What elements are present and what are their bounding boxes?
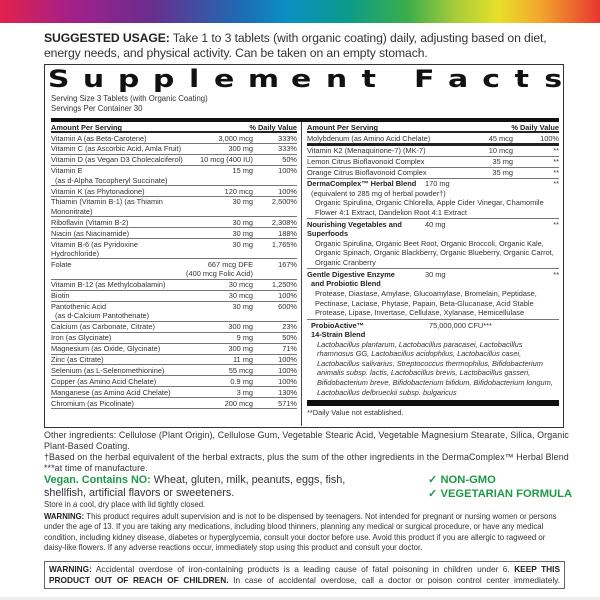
nutrient-row <box>51 398 297 409</box>
nutrient-row <box>51 291 297 302</box>
nutrient-row <box>51 197 297 217</box>
amount-text: 200 mcg <box>224 398 253 408</box>
nutrient-name <box>51 388 183 397</box>
nutrient-row <box>51 166 297 186</box>
nutrient-name-text: Riboflavin (Vitamin B-2) <box>51 217 129 227</box>
nutrient-amount <box>183 240 253 259</box>
nutrient-dv: 2,500% <box>271 197 297 207</box>
nutrient-name <box>51 302 183 321</box>
title-letter: t <box>514 65 530 93</box>
amount-text: 0.9 mg <box>230 376 253 386</box>
nutrient-name <box>51 197 183 216</box>
nutrient-source: (as d-Alpha Tocopheryl Succinate) <box>55 175 168 185</box>
amount-text: 30 mcg <box>228 280 253 290</box>
nutrient-row <box>307 133 559 146</box>
nutrient-name-text: Manganese (as Amino Acid Chelate) <box>51 387 171 397</box>
badge-non-gmo: ✓ NON-GMO <box>428 474 496 486</box>
nutrient-name-text: Thiamin (Vitamin B-1) (as Thiamin Mononitrate) <box>51 197 163 216</box>
nutrient-name <box>51 240 183 259</box>
nutrient-dv: 167% <box>278 259 297 269</box>
nutrient-name <box>51 280 183 289</box>
vegetables-blend <box>307 219 559 269</box>
nutrient-dv: 130% <box>278 387 297 397</box>
nutrient-dv: 1,250% <box>271 280 297 290</box>
badge-vegetarian: ✓ VEGETARIAN FORMULA <box>428 487 573 500</box>
nutrient-amount: 35 mg <box>492 157 513 167</box>
nutrient-dv: ** <box>553 157 559 167</box>
nutrient-row <box>51 376 297 387</box>
title-letter: u <box>83 65 105 93</box>
amount-text: 300 mg <box>228 344 253 354</box>
dagger-note: †Based on the herbal equivalent of the herbal extracts, plus the sum of the other ingredients in the DermaComplex™ Herbal Blend <box>44 452 569 462</box>
blend-dv: ** <box>553 219 559 229</box>
amount-header: Amount Per Serving <box>307 123 379 132</box>
title-letter <box>391 66 399 92</box>
probio-name: ProbioActive™ <box>311 320 364 330</box>
nutrient-amount <box>183 355 253 364</box>
nutrient-name: Molybdenum (as Amino Acid Chelate) <box>307 133 431 143</box>
nutrient-row <box>51 239 297 259</box>
servings-per-container: Servings Per Container 30 <box>51 104 143 113</box>
nutrient-column-left <box>51 122 297 409</box>
serving-info <box>51 94 208 114</box>
nutrient-row <box>51 344 297 355</box>
column-header <box>307 122 559 133</box>
nutrient-name: Lemon Citrus Bioflavonoid Complex <box>307 157 425 167</box>
nutrient-row <box>307 146 559 157</box>
nutrient-amount <box>183 388 253 397</box>
storage-instructions: Store in a cool, dry place with lid tightly closed. <box>44 500 206 509</box>
nutrient-dv: 100% <box>278 376 297 386</box>
warning-label: WARNING: <box>49 564 92 574</box>
amount-text: 3,000 mcg <box>218 133 253 143</box>
warning-text: This product requires adult supervision and is not to be dispensed by teenagers. Not intended for pregnant or nursing women or persons under the age of 13. If you are taking any medications, including blood thinners, planning any medical or surgical procedure, or have any medical condition, including kidney disease, diabetes or hyperglycemia, consult your doctor before use. Avoid this product if you are allergic to ragweed or daisy-like flowers. If any adverse reactions occur, immediately stop using this product and consult your doctor. <box>44 512 557 552</box>
nutrient-row <box>51 259 297 279</box>
nutrient-dv: 333% <box>278 133 297 143</box>
blend-amount: 30 mg <box>425 269 446 279</box>
nutrient-name <box>51 355 183 364</box>
nutrient-dv: 100% <box>278 166 297 176</box>
amount-text: 30 mg <box>232 239 253 249</box>
nutrient-dv: 50% <box>282 333 297 343</box>
nutrient-amount: 45 mcg <box>488 133 513 143</box>
amount-text: 300 mg <box>228 322 253 332</box>
nutrient-amount <box>183 197 253 216</box>
nutrient-amount <box>183 291 253 300</box>
nutrient-name <box>51 229 183 238</box>
nutrient-row <box>307 157 559 168</box>
nutrient-amount <box>183 399 253 408</box>
general-warning <box>44 512 564 553</box>
nutrient-amount <box>183 229 253 238</box>
nutrient-row <box>51 228 297 239</box>
nutrient-name <box>51 399 183 408</box>
nutrient-amount <box>183 366 253 375</box>
nutrient-row <box>51 322 297 333</box>
nutrient-dv: 600% <box>278 302 297 311</box>
nutrient-dv: 71% <box>282 344 297 354</box>
nutrient-row <box>51 365 297 376</box>
nutrient-name-text: Folate <box>51 259 72 269</box>
nutrient-dv: 100% <box>540 133 559 143</box>
nutrient-name-text: Calcium (as Carbonate, Citrate) <box>51 322 155 332</box>
title-letter: l <box>189 65 200 93</box>
nutrient-name <box>51 344 183 353</box>
probio-name-line2: 14-Strain Blend <box>311 330 366 340</box>
dv-header: % Daily Value <box>249 123 297 132</box>
nutrient-amount: 10 mcg <box>488 146 513 156</box>
amount-text: 30 mg <box>232 302 253 311</box>
nutrient-name-text: Copper (as Amino Acid Chelate) <box>51 376 157 386</box>
nutrient-amount <box>183 344 253 353</box>
blend-dv: ** <box>553 269 559 279</box>
column-header <box>51 122 297 133</box>
nutrient-amount <box>183 260 253 279</box>
title-letter: F <box>413 65 435 93</box>
title-letter: S <box>47 65 70 93</box>
nutrient-dv: 333% <box>278 144 297 154</box>
nutrient-row <box>51 155 297 166</box>
nutrient-name: Orange Citrus Bioflavonoid Complex <box>307 168 427 178</box>
blend-amount: 40 mg <box>425 219 446 229</box>
column-divider <box>301 122 302 426</box>
nutrient-name <box>51 144 183 153</box>
amount-text: 9 mg <box>236 333 253 343</box>
nutrient-row <box>51 355 297 366</box>
amount-text: 10 mcg (400 IU) <box>200 155 253 165</box>
nutrient-column-right <box>307 122 559 418</box>
nutrient-amount <box>183 155 253 164</box>
nutrient-amount: 35 mg <box>492 168 513 178</box>
nutrient-name-text: Vitamin E <box>51 166 83 176</box>
nutrient-name-text: Vitamin D (as Vegan D3 Cholecalciferol) <box>51 155 183 165</box>
title-letter: s <box>543 65 562 93</box>
nutrient-dv: 100% <box>278 365 297 375</box>
nutrient-name-text: Zinc (as Citrate) <box>51 355 104 365</box>
vegan-label: Vegan. Contains NO: <box>44 474 151 486</box>
enzyme-ingredients: Protease, Diastase, Amylase, Glucoamylase, Bromelain, Peptidase, Pectinase, Lactase, Phytase, Papain, Beta-Glucanase, Acid Stable Protease, Lipase, Invertase, Cellulase, Xylanase, Hemicellulase <box>315 288 537 318</box>
nutrient-amount <box>183 144 253 153</box>
usage-text: Take 1 to 3 tablets (with organic coating) daily, adjusting based on diet, energy needs, and physical activity. Can be taken on an empty stomach. <box>44 31 547 60</box>
nutrient-amount <box>183 280 253 289</box>
warning-label: WARNING: <box>44 512 85 521</box>
nutrient-name <box>51 260 183 279</box>
nutrient-amount <box>183 187 253 196</box>
other-ingredients <box>44 430 589 474</box>
badges <box>428 474 572 501</box>
title-letter: a <box>448 65 469 93</box>
suggested-usage <box>44 31 584 61</box>
nutrient-name: Vitamin K2 (Menaquinone-7) (MK-7) <box>307 146 426 156</box>
dermacomplex-blend <box>307 179 559 220</box>
nutrient-amount <box>183 166 253 185</box>
nutrient-dv: 100% <box>278 186 297 196</box>
nutrient-name <box>51 155 183 164</box>
blend-equivalent: (equivalent to 285 mg of herbal powder†) <box>311 188 446 198</box>
dv-header: % Daily Value <box>511 123 559 132</box>
blend-name: Nourishing Vegetables and Superfoods <box>307 219 402 239</box>
nutrient-name <box>51 366 183 375</box>
usage-label: SUGGESTED USAGE: <box>44 31 170 45</box>
nutrient-row <box>51 280 297 291</box>
nutrient-amount <box>183 377 253 386</box>
enzyme-probiotic-blend <box>307 269 559 398</box>
facts-title <box>47 65 562 93</box>
amount-text: 30 mg <box>232 197 253 207</box>
title-letter: n <box>325 65 347 93</box>
blend-dv: ** <box>553 179 559 189</box>
nutrient-name-text: Niacin (as Niacinamide) <box>51 228 130 238</box>
nutrient-name-text: Iron (as Glycinate) <box>51 333 112 343</box>
amount-text: 667 mcg DFE <box>207 259 253 269</box>
nutrient-name <box>51 218 183 227</box>
nutrient-name <box>51 377 183 386</box>
nutrient-amount <box>183 302 253 321</box>
nutrient-name-text: Selenium (as L-Selenomethionine) <box>51 365 165 375</box>
nutrient-row <box>51 302 297 322</box>
title-letter: p <box>117 65 140 93</box>
amount-header: Amount Per Serving <box>51 123 123 132</box>
probioactive-row <box>307 319 559 330</box>
amount-text: 55 mcg <box>228 365 253 375</box>
blend-name: Gentle Digestive Enzyme <box>307 269 395 279</box>
nutrient-amount <box>183 134 253 143</box>
nutrient-name-text: Biotin <box>51 291 70 301</box>
nutrient-name-text: Vitamin C (as Ascorbic Acid, Amla Fruit) <box>51 144 182 154</box>
blend-name: DermaComplex™ Herbal Blend <box>307 179 417 189</box>
blend-ingredients: Organic Spirulina, Organic Beet Root, Organic Broccoli, Organic Kale, Organic Spinach, Organic Blackberry, Organic Blueberry, Organic Carrot, Organic Cranberry <box>315 238 554 267</box>
title-letter: c <box>482 65 501 93</box>
manufacture-note: ***at time of manufacture. <box>44 463 148 473</box>
title-letter: e <box>214 65 235 93</box>
supplement-facts-panel <box>44 64 564 428</box>
amount-text: 15 mg <box>232 166 253 176</box>
nutrient-source: (as d-Calcium Pantothenate) <box>55 311 150 321</box>
warning-text: Accidental overdose of iron-containing products is a leading cause of fatal poisoning in children under 6. <box>91 564 515 574</box>
nutrient-row <box>51 217 297 228</box>
nutrient-name-text: Chromium (as Picolinate) <box>51 398 134 408</box>
nutrient-row <box>51 133 297 144</box>
nutrient-dv: 50% <box>282 155 297 165</box>
nutrient-name-text: Vitamin K (as Phytonadione) <box>51 186 145 196</box>
amount-text: 300 mg <box>228 144 253 154</box>
nutrient-row <box>51 144 297 155</box>
nutrient-dv: 2,308% <box>271 217 297 227</box>
nutrient-dv: 571% <box>278 398 297 408</box>
amount-text: 30 mg <box>232 228 253 238</box>
amount-text: 3 mg <box>236 387 253 397</box>
nutrient-dv: 100% <box>278 355 297 365</box>
nutrient-dv: 100% <box>278 291 297 301</box>
nutrient-name-text: Magnesium (as Oxide, Glycinate) <box>51 344 161 354</box>
amount-sub: (400 mcg Folic Acid) <box>186 269 253 279</box>
nutrient-amount <box>183 333 253 342</box>
nutrient-name <box>51 187 183 196</box>
nutrient-name-text: Vitamin B-12 (as Methylcobalamin) <box>51 280 166 290</box>
vegan-text: Wheat, gluten, milk, peanuts, eggs, fish, shellfish, artificial flavors or sweeteners. <box>44 474 346 499</box>
title-letter: t <box>361 65 376 93</box>
nutrient-row <box>51 186 297 197</box>
other-ingredients-text: Other ingredients: Cellulose (Plant Origin), Cellulose Gum, Vegetable Stearic Acid, Vegetable Magnesium Stearate, Silica, Organic Plant-Based Coating. <box>44 430 569 451</box>
rainbow-banner <box>0 0 600 23</box>
nutrient-dv: 1,765% <box>271 239 297 249</box>
nutrient-name <box>51 322 183 331</box>
nutrient-row <box>307 168 559 179</box>
blend-ingredients: Organic Spirulina, Organic Chlorella, Apple Cider Vinegar, Chamomile Flower 4:1 Extract, Dandelion Root 4:1 Extract <box>315 198 544 217</box>
nutrient-name <box>51 166 183 185</box>
nutrient-dv: ** <box>553 168 559 178</box>
title-letter: p <box>153 65 175 93</box>
amount-text: 30 mcg <box>228 291 253 301</box>
amount-text: 30 mg <box>232 217 253 227</box>
amount-text: 120 mcg <box>224 186 253 196</box>
nutrient-dv: 188% <box>278 228 297 238</box>
iron-warning-box <box>44 561 565 589</box>
blend-name-line2: and Probiotic Blend <box>311 279 381 289</box>
nutrient-row <box>51 387 297 398</box>
keep-out-of-reach: KEEP THIS PRODUCT OUT OF REACH OF CHILDREN. <box>49 564 560 585</box>
nutrient-amount <box>183 322 253 331</box>
nutrient-dv: 23% <box>282 322 297 332</box>
nutrient-name-text: Pantothenic Acid <box>51 302 107 311</box>
probio-amount: 75,000,000 CFU*** <box>429 320 492 330</box>
dv-footnote: **Daily Value not established. <box>307 408 404 418</box>
nutrient-amount <box>183 218 253 227</box>
nutrient-name-text: Vitamin A (as Beta-Carotene) <box>51 133 147 143</box>
title-letter: e <box>291 65 312 93</box>
nutrient-name-text: Vitamin B-6 (as Pyridoxine Hydrochloride) <box>51 239 138 258</box>
amount-text: 11 mg <box>233 355 253 365</box>
nutrient-row <box>51 333 297 344</box>
vegan-statement <box>44 474 374 500</box>
warning-text-2: In case of accidental overdose, call a doctor or poison control center immediately. <box>228 575 560 585</box>
nutrient-name <box>51 134 183 143</box>
serving-size: Serving Size 3 Tablets (with Organic Coating) <box>51 94 208 103</box>
title-letter: m <box>247 65 279 93</box>
blend-amount: 170 mg <box>425 179 450 189</box>
nutrient-name <box>51 333 183 342</box>
nutrient-name <box>51 291 183 300</box>
probio-strains: Lactobacillus plantarum, Lactobacillus paracasei, Lactobacillus rhamnosus GG, Lactobacillus acidophilus, Lactobacillus casei, Lactobacillus salivarius, Streptococcus thermophilus, Bifidobacterium animalis subsp. lactis, Lactobacillus brevis, Lactobacillus gasseri, Bifidobacterium breve, Bifidobacterium bifidum, Bifidobacterium longum, Lactobacillus delbrueckii subsp. bulgaricus <box>317 339 553 397</box>
nutrient-dv: ** <box>553 146 559 156</box>
